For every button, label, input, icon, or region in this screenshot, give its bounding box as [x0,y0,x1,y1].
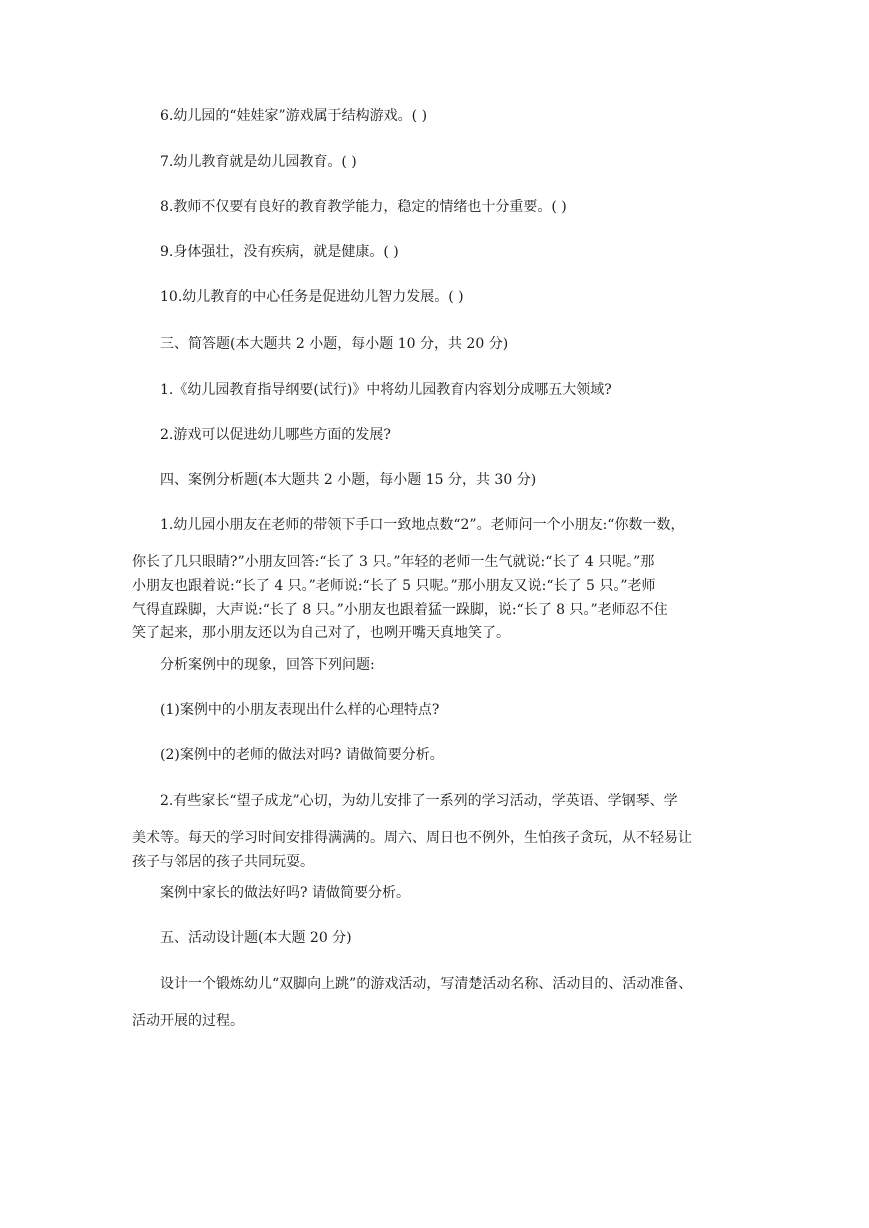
case1-sub-question-2: (2)案例中的老师的做法对吗? 请做简要分析。 [160,747,444,763]
case1-line-3: 小朋友也跟着说:“长了 4 只。”老师说:“长了 5 只呢。”那小朋友又说:“长了 5 只。”老师 [132,578,656,594]
case2-line-1: 2.有些家长“望子成龙”心切，为幼儿安排了一系列的学习活动，学英语、学钢琴、学 [160,793,678,809]
case1-line-2: 你长了几只眼睛?”小朋友回答:“长了 3 只。”年轻的老师一生气就说:“长了 4 只呢。”那 [132,554,655,570]
case1-sub-question-1: (1)案例中的小朋友表现出什么样的心理特点? [160,702,440,718]
activity-design-line-1: 设计一个锻炼幼儿“双脚向上跳”的游戏活动，写清楚活动名称、活动目的、活动准备、 [160,976,693,992]
judgement-question-10: 10.幼儿教育的中心任务是促进幼儿智力发展。( ) [160,289,464,305]
judgement-question-8: 8.教师不仅要有良好的教育教学能力，稳定的情绪也十分重要。( ) [160,199,567,215]
case1-line-4: 气得直跺脚，大声说:“长了 8 只。”小朋友也跟着猛一跺脚，说:“长了 8 只。”老师忍不住 [132,602,668,618]
judgement-question-6: 6.幼儿园的“娃娃家”游戏属于结构游戏。( ) [160,108,428,124]
case2-line-2: 美术等。每天的学习时间安排得满满的。周六、周日也不例外，生怕孩子贪玩，从不轻易让 [132,830,692,846]
case1-line-1: 1.幼儿园小朋友在老师的带领下手口一致地点数“2”。老师问一个小朋友:“你数一数， [160,517,685,533]
short-answer-question-1: 1.《幼儿园教育指导纲要(试行)》中将幼儿园教育内容划分成哪五大领域? [160,382,612,398]
case-analysis-heading: 四、案例分析题(本大题共 2 小题，每小题 15 分，共 30 分) [160,472,537,488]
short-answer-question-2: 2.游戏可以促进幼儿哪些方面的发展? [160,427,391,443]
case2-prompt: 案例中家长的做法好吗? 请做简要分析。 [160,885,410,901]
short-answer-heading: 三、简答题(本大题共 2 小题，每小题 10 分，共 20 分) [160,336,509,352]
activity-design-heading: 五、活动设计题(本大题 20 分) [160,930,352,946]
case2-line-3: 孩子与邻居的孩子共同玩耍。 [132,854,314,870]
case1-line-5: 笑了起来，那小朋友还以为自己对了，也咧开嘴天真地笑了。 [132,625,510,641]
case1-prompt: 分析案例中的现象，回答下列问题: [160,657,375,673]
activity-design-line-2: 活动开展的过程。 [132,1013,244,1029]
judgement-question-7: 7.幼儿教育就是幼儿园教育。( ) [160,154,357,170]
judgement-question-9: 9.身体强壮，没有疾病，就是健康。( ) [160,244,399,260]
